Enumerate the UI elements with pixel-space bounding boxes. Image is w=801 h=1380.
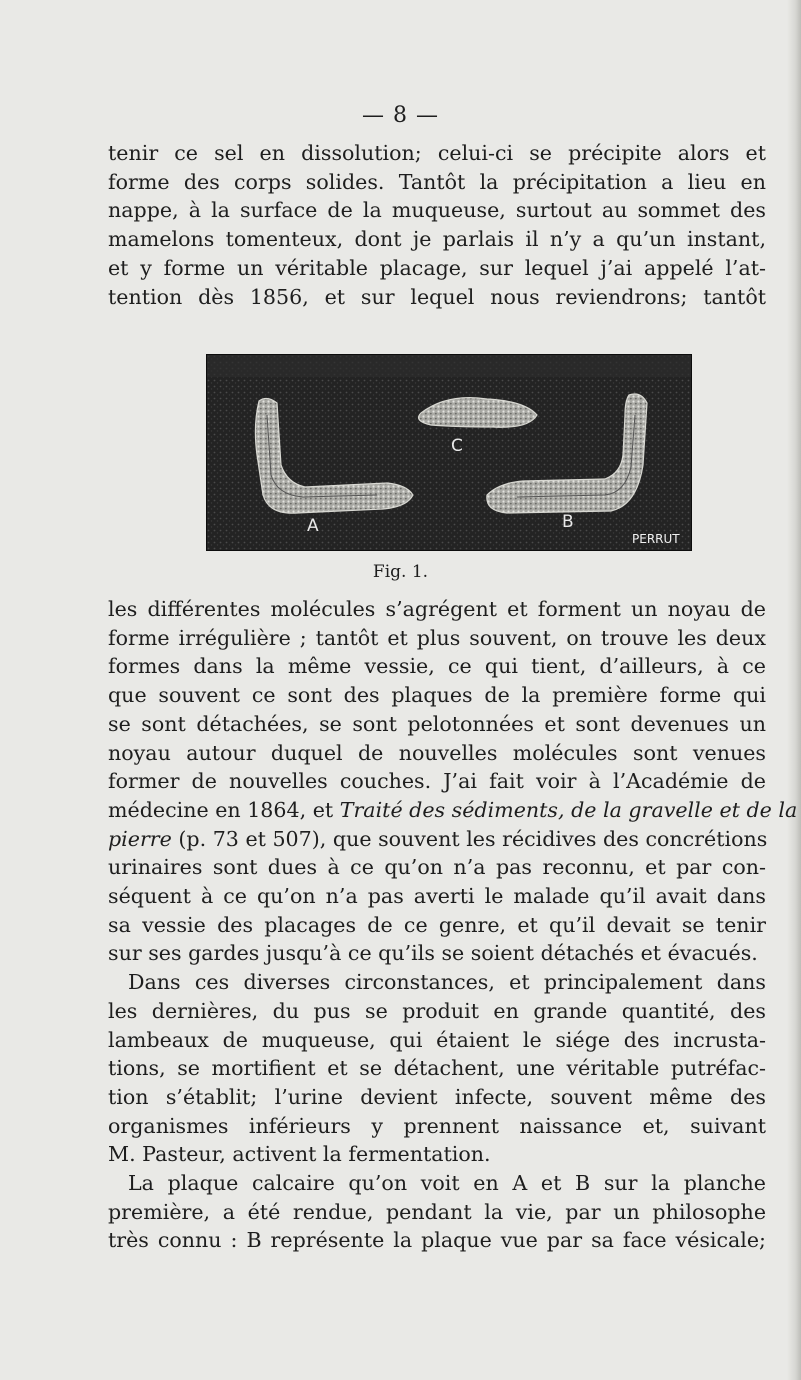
citation-suffix: (p. 73 et 507), que souvent les récidives des concrétions [171, 826, 768, 851]
text-line: sur ses gardes jusqu’à ce qu’ils se soient détachés et évacués. [108, 941, 758, 966]
paragraph-top [108, 139, 766, 311]
text-line: organismes inférieurs y prennent naissance et, suivant [108, 1113, 766, 1138]
text-line: forme irrégulière ; tantôt et plus souvent, on trouve les deux [108, 625, 766, 650]
text-line: tion s’établit; l’urine devient infecte, souvent même des [108, 1084, 766, 1109]
page-number: — 8 — [362, 103, 439, 128]
text-line: urinaires sont dues à ce qu’on n’a pas reconnu, et par con- [108, 855, 766, 880]
book-title: Traité des sédiments, de la gravelle et de la [339, 797, 798, 822]
text-line: nappe, à la surface de la muqueuse, surtout au sommet des [108, 198, 766, 223]
text-line: tention dès 1856, et sur lequel nous reviendrons; tantôt [108, 284, 766, 309]
engraver-signature: PERRUT [632, 532, 680, 546]
paragraph-main [108, 595, 798, 1255]
label-b: B [562, 512, 574, 532]
text-line: formes dans la même vessie, ce qui tient, d’ailleurs, à ce [108, 654, 766, 679]
text-line: lambeaux de muqueuse, qui étaient le siége des incrusta- [108, 1027, 766, 1052]
text-line: que souvent ce sont des plaques de la première forme qui [108, 683, 766, 708]
text-line: première, a été rendue, pendant la vie, par un philosophe [108, 1199, 766, 1224]
citation-line-2 [108, 825, 766, 854]
text-line: très connu : B représente la plaque vue par sa face vésicale; [108, 1228, 766, 1253]
text-line: et y forme un véritable placage, sur lequel j’ai appelé l’at- [108, 255, 766, 280]
text-line: forme des corps solides. Tantôt la précipitation a lieu en [108, 169, 766, 194]
label-c: C [451, 436, 463, 456]
text-line: mamelons tomenteux, dont je parlais il n’y a qu’un instant, [108, 227, 766, 252]
text-line: se sont détachées, se sont pelotonnées et sont devenues un [108, 711, 766, 736]
text-line: La plaque calcaire qu’on voit en A et B sur la planche [128, 1171, 766, 1196]
figure-engraving [206, 354, 692, 551]
text-line: séquent à ce qu’on n’a pas averti le malade qu’il avait dans [108, 884, 766, 909]
book-title-end: pierre [108, 826, 172, 851]
text-line: M. Pasteur, activent la fermentation. [108, 1142, 491, 1167]
text-line: les dernières, du pus se produit en grande quantité, des [108, 998, 766, 1023]
text-line: tenir ce sel en dissolution; celui-ci se précipite alors et [108, 141, 766, 165]
text-line: former de nouvelles couches. J’ai fait voir à l’Académie de [108, 769, 766, 794]
text-line: les différentes molécules s’agrégent et forment un noyau de [108, 597, 766, 621]
text-line: sa vessie des placages de ce genre, et qu’il devait se tenir [108, 912, 766, 937]
page-edge-shadow [787, 0, 801, 1380]
text-line: Dans ces diverses circonstances, et principalement dans [128, 970, 766, 995]
text-line: tions, se mortifient et se détachent, une véritable putréfac- [108, 1056, 766, 1081]
engraving-illustration [207, 355, 691, 550]
citation-line [108, 796, 798, 825]
figure-caption: Fig. 1. [372, 562, 429, 582]
citation-prefix: médecine en 1864, et [108, 797, 340, 822]
label-a: A [307, 516, 319, 536]
text-line: noyau autour duquel de nouvelles molécules sont venues [108, 740, 766, 765]
